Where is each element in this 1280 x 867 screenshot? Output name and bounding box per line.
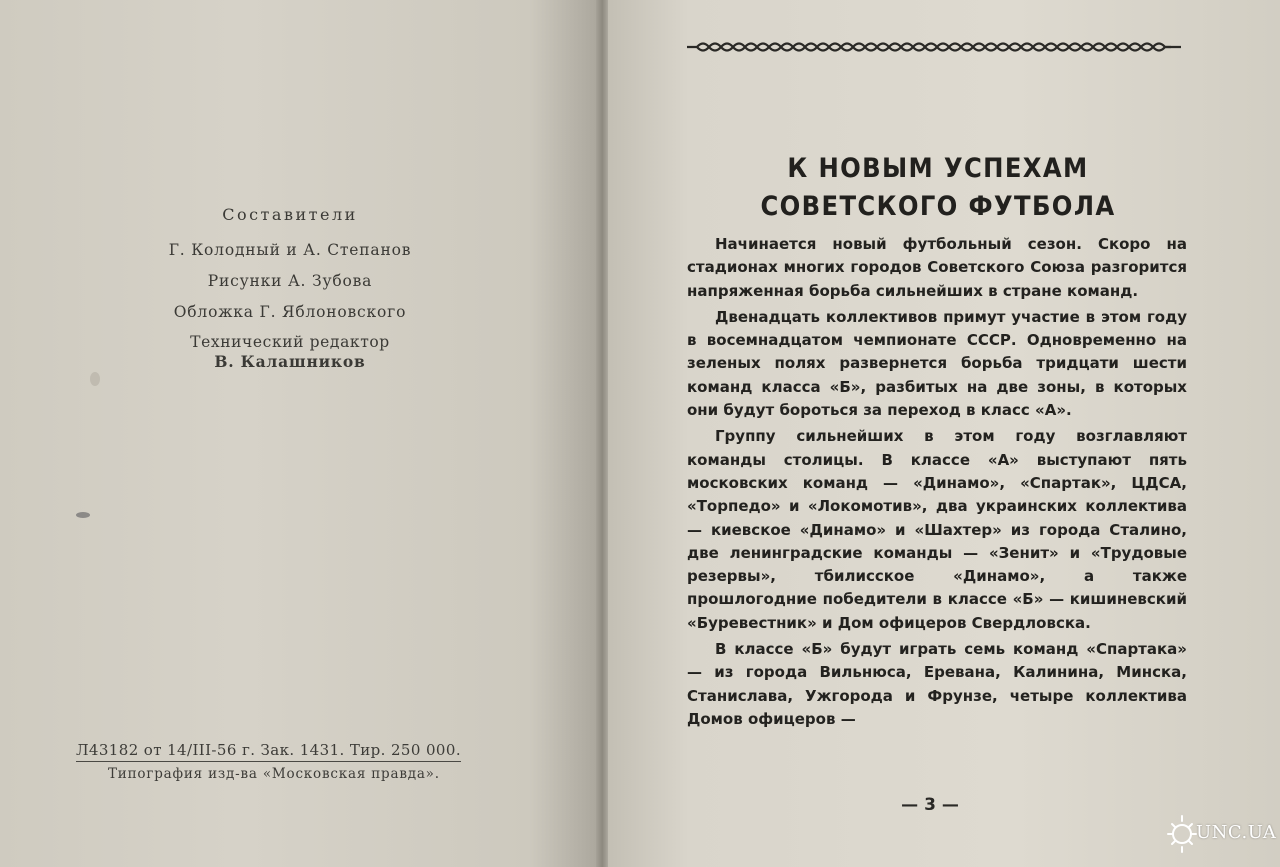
tech-editor-name: В. Калашников (214, 352, 366, 371)
credits-block (90, 205, 490, 371)
watermark (1166, 810, 1276, 858)
imprint-printer-line: Типография изд-ва «Московская правда». (108, 766, 440, 782)
sun-logo-icon (1166, 812, 1200, 856)
paragraph: Группу сильнейших в этом году возглавляют команды столицы. В классе «А» выступают пять московских команд — «Динамо», «Спартак», ЦДСА, «Торпедо» и «Локомотив», два украинских коллектива — киевское «Динамо» и «Шахтер» из города Сталино, две ленинградские команды — «Зенит» и «Трудовые резервы», тбилисское «Динамо», а также прошлогодние победители в классе «Б» — кишиневский «Буревестник» и Дом офицеров Свердловска. (687, 427, 1187, 632)
title-line-1: К НОВЫМ УСПЕХАМ (787, 153, 1089, 184)
compilers-label: Составители (222, 205, 358, 224)
illustrations-credit: Рисунки А. Зубова (207, 272, 373, 290)
paper-stain (76, 512, 90, 518)
paragraph: Двенадцать коллективов примут участие в этом году в восемнадцатом чемпионате СССР. Одновременно на зеленых полях развернется борьба тридцати шести команд класса «Б», разбитых на две зоны, в которых они будут бороться за переход в класс «А». (687, 307, 1187, 420)
watermark-text: UNC.UA (1196, 822, 1277, 843)
page-number: — 3 — (901, 795, 959, 815)
paragraph: В классе «Б» будут играть семь команд «Спартака» — из города Вильнюса, Еревана, Калинина, Минска, Станислава, Ужгорода и Фрунзе, четыре коллектива Домов офицеров — (687, 640, 1187, 728)
cover-credit: Обложка Г. Яблоновского (173, 303, 407, 321)
imprint-order-line: Л43182 от 14/III-56 г. Зак. 1431. Тир. 250 000. (76, 741, 461, 762)
paragraph: Начинается новый футбольный сезон. Скоро на стадионах многих городов Советского Союза разгорится напряженная борьба сильнейших в стране команд. (687, 235, 1187, 300)
tech-editor-role: Технический редактор (190, 333, 390, 351)
article-body (687, 233, 1187, 734)
article-title (700, 150, 1176, 226)
title-line-2: СОВЕТСКОГО ФУТБОЛА (760, 191, 1116, 222)
paper-stain (90, 372, 100, 386)
left-page (0, 0, 602, 867)
compilers-names: Г. Колодный и А. Степанов (168, 241, 412, 259)
imprint (76, 740, 536, 782)
ornament-border-icon (683, 38, 1185, 56)
